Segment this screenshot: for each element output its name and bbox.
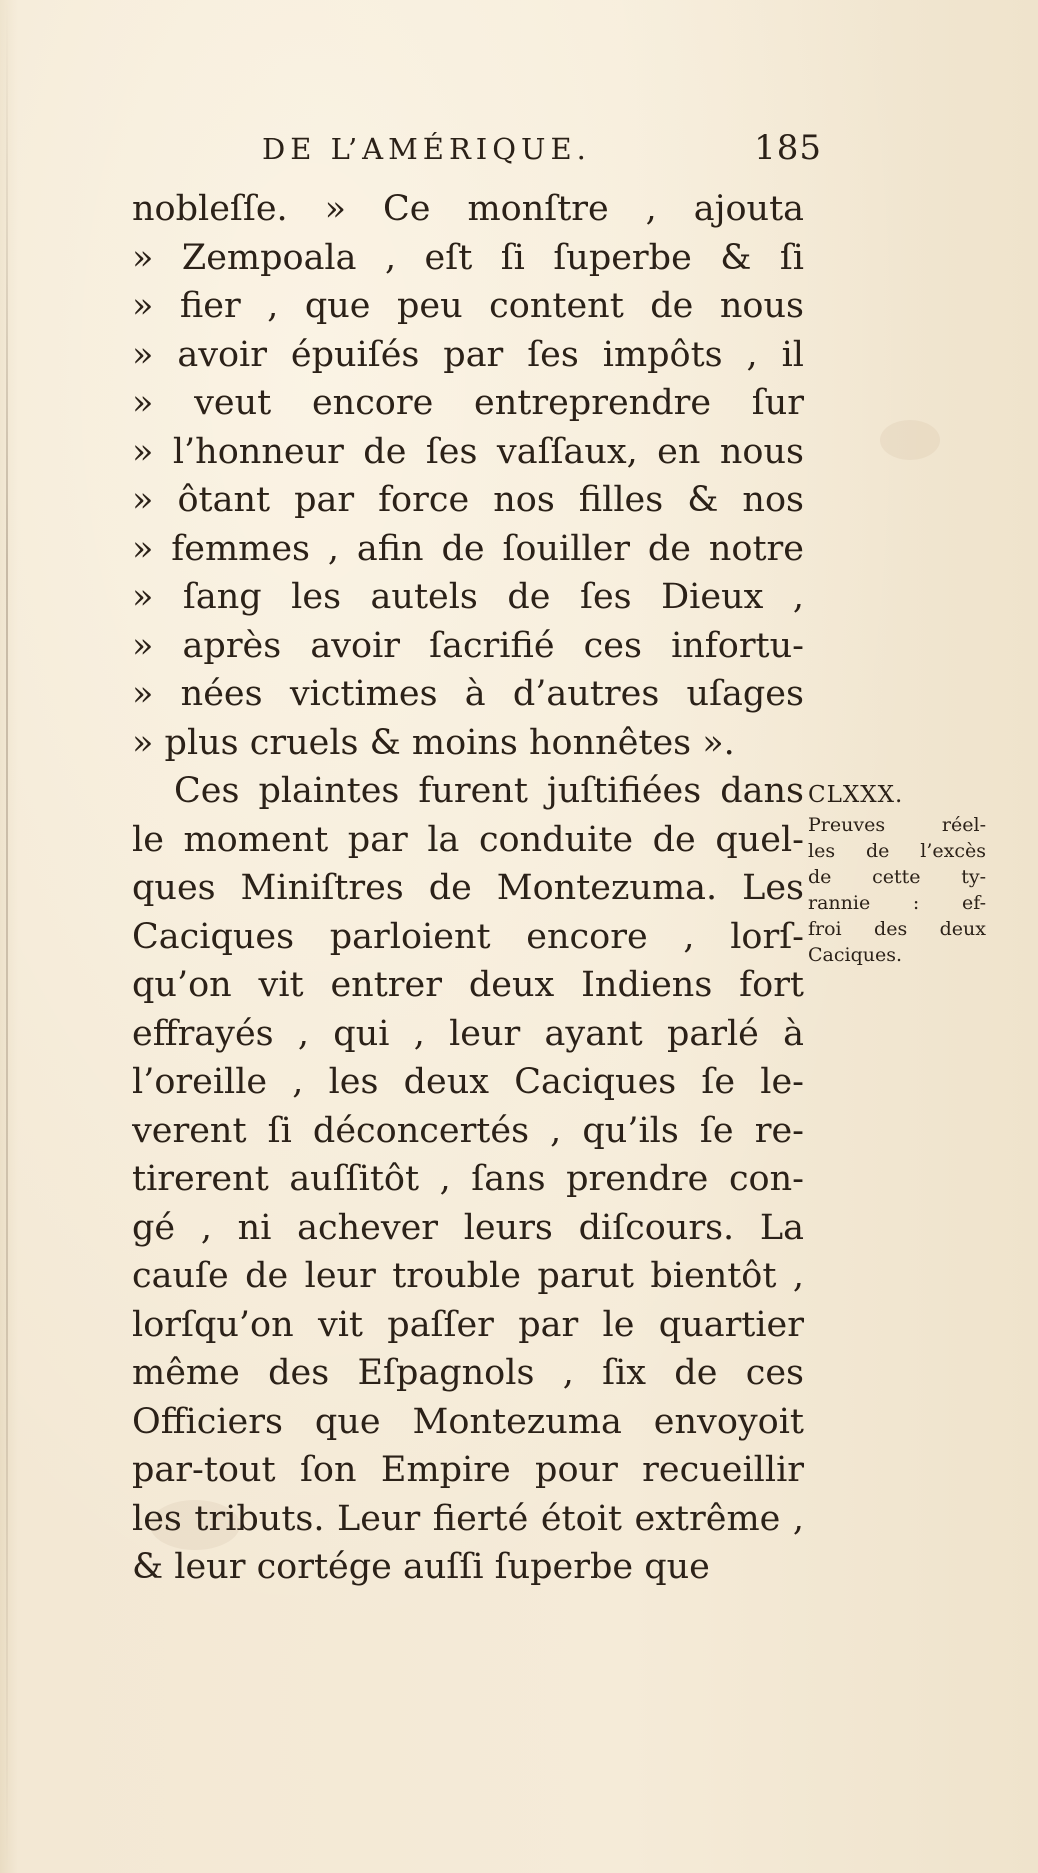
- text-line: Officiers que Montezuma envoyoit: [132, 1401, 804, 1442]
- text-line: ques Miniſtres de Montezuma. Les: [132, 868, 804, 908]
- page-number: 185: [754, 128, 822, 168]
- text-line: Ces plaintes furent juſtifiées dans: [174, 771, 804, 811]
- text-line: les tributs. Leur fierté étoit extrême ,: [132, 1498, 804, 1539]
- text-line: lorſqu’on vit paſſer par le quartier: [132, 1304, 804, 1345]
- text-line: tirerent auſſitôt , ſans prendre con-: [132, 1159, 804, 1199]
- text-line: » veut encore entreprendre ſur: [132, 383, 804, 423]
- text-line: l’oreille , les deux Caciques ſe le-: [132, 1062, 804, 1102]
- margin-note: [808, 778, 986, 968]
- margin-note-line: de cette ty-: [808, 866, 986, 888]
- running-head: DE L’AMÉRIQUE.: [262, 132, 591, 166]
- text-line: le moment par la conduite de quel-: [132, 819, 804, 860]
- text-line: » femmes , afin de ſouiller de notre: [132, 528, 804, 569]
- margin-note-line: Caciques.: [808, 944, 903, 966]
- page-header: [262, 128, 822, 178]
- text-line: cauſe de leur trouble parut bientôt ,: [132, 1256, 804, 1296]
- text-line: » ôtant par force nos filles & nos: [132, 480, 804, 520]
- margin-note-number: CLXXX.: [808, 782, 904, 808]
- margin-note-line: Preuves réel-: [808, 814, 986, 836]
- body-text: [132, 185, 804, 1592]
- text-line: » après avoir ſacrifié ces infortu-: [132, 625, 804, 666]
- text-line: gé , ni achever leurs diſcours. La: [132, 1207, 804, 1248]
- text-line: » ſang les autels de ſes Dieux ,: [132, 577, 804, 617]
- text-line: par-tout ſon Empire pour recueillir: [132, 1450, 804, 1490]
- text-line: même des Eſpagnols , ſix de ces: [132, 1353, 804, 1393]
- text-line: » l’honneur de ſes vaſſaux, en nous: [132, 431, 804, 472]
- page-gutter-edge: [6, 0, 8, 1873]
- text-line: nobleſſe. » Ce monſtre , ajouta: [132, 189, 804, 229]
- text-line: verent ſi déconcertés , qu’ils ſe re-: [132, 1110, 804, 1151]
- text-line: » fier , que peu content de nous: [132, 286, 804, 326]
- text-line: qu’on vit entrer deux Indiens fort: [132, 965, 804, 1005]
- text-line: » plus cruels & moins honnêtes ».: [132, 722, 735, 763]
- margin-note-line: froi des deux: [808, 918, 986, 940]
- paper-stain: [880, 420, 940, 460]
- margin-note-line: les de l’excès: [808, 840, 986, 862]
- text-line: » avoir épuiſés par ſes impôts , il: [132, 334, 804, 375]
- margin-note-line: rannie : ef-: [808, 892, 986, 914]
- text-line: effrayés , qui , leur ayant parlé à: [132, 1013, 804, 1054]
- text-line: » nées victimes à d’autres uſages: [132, 674, 804, 714]
- text-line: & leur cortége auſſi ſuperbe que: [132, 1547, 710, 1587]
- text-line: Caciques parloient encore , lorſ-: [132, 916, 804, 957]
- text-line: » Zempoala , eſt ſi ſuperbe & ſi: [132, 237, 804, 278]
